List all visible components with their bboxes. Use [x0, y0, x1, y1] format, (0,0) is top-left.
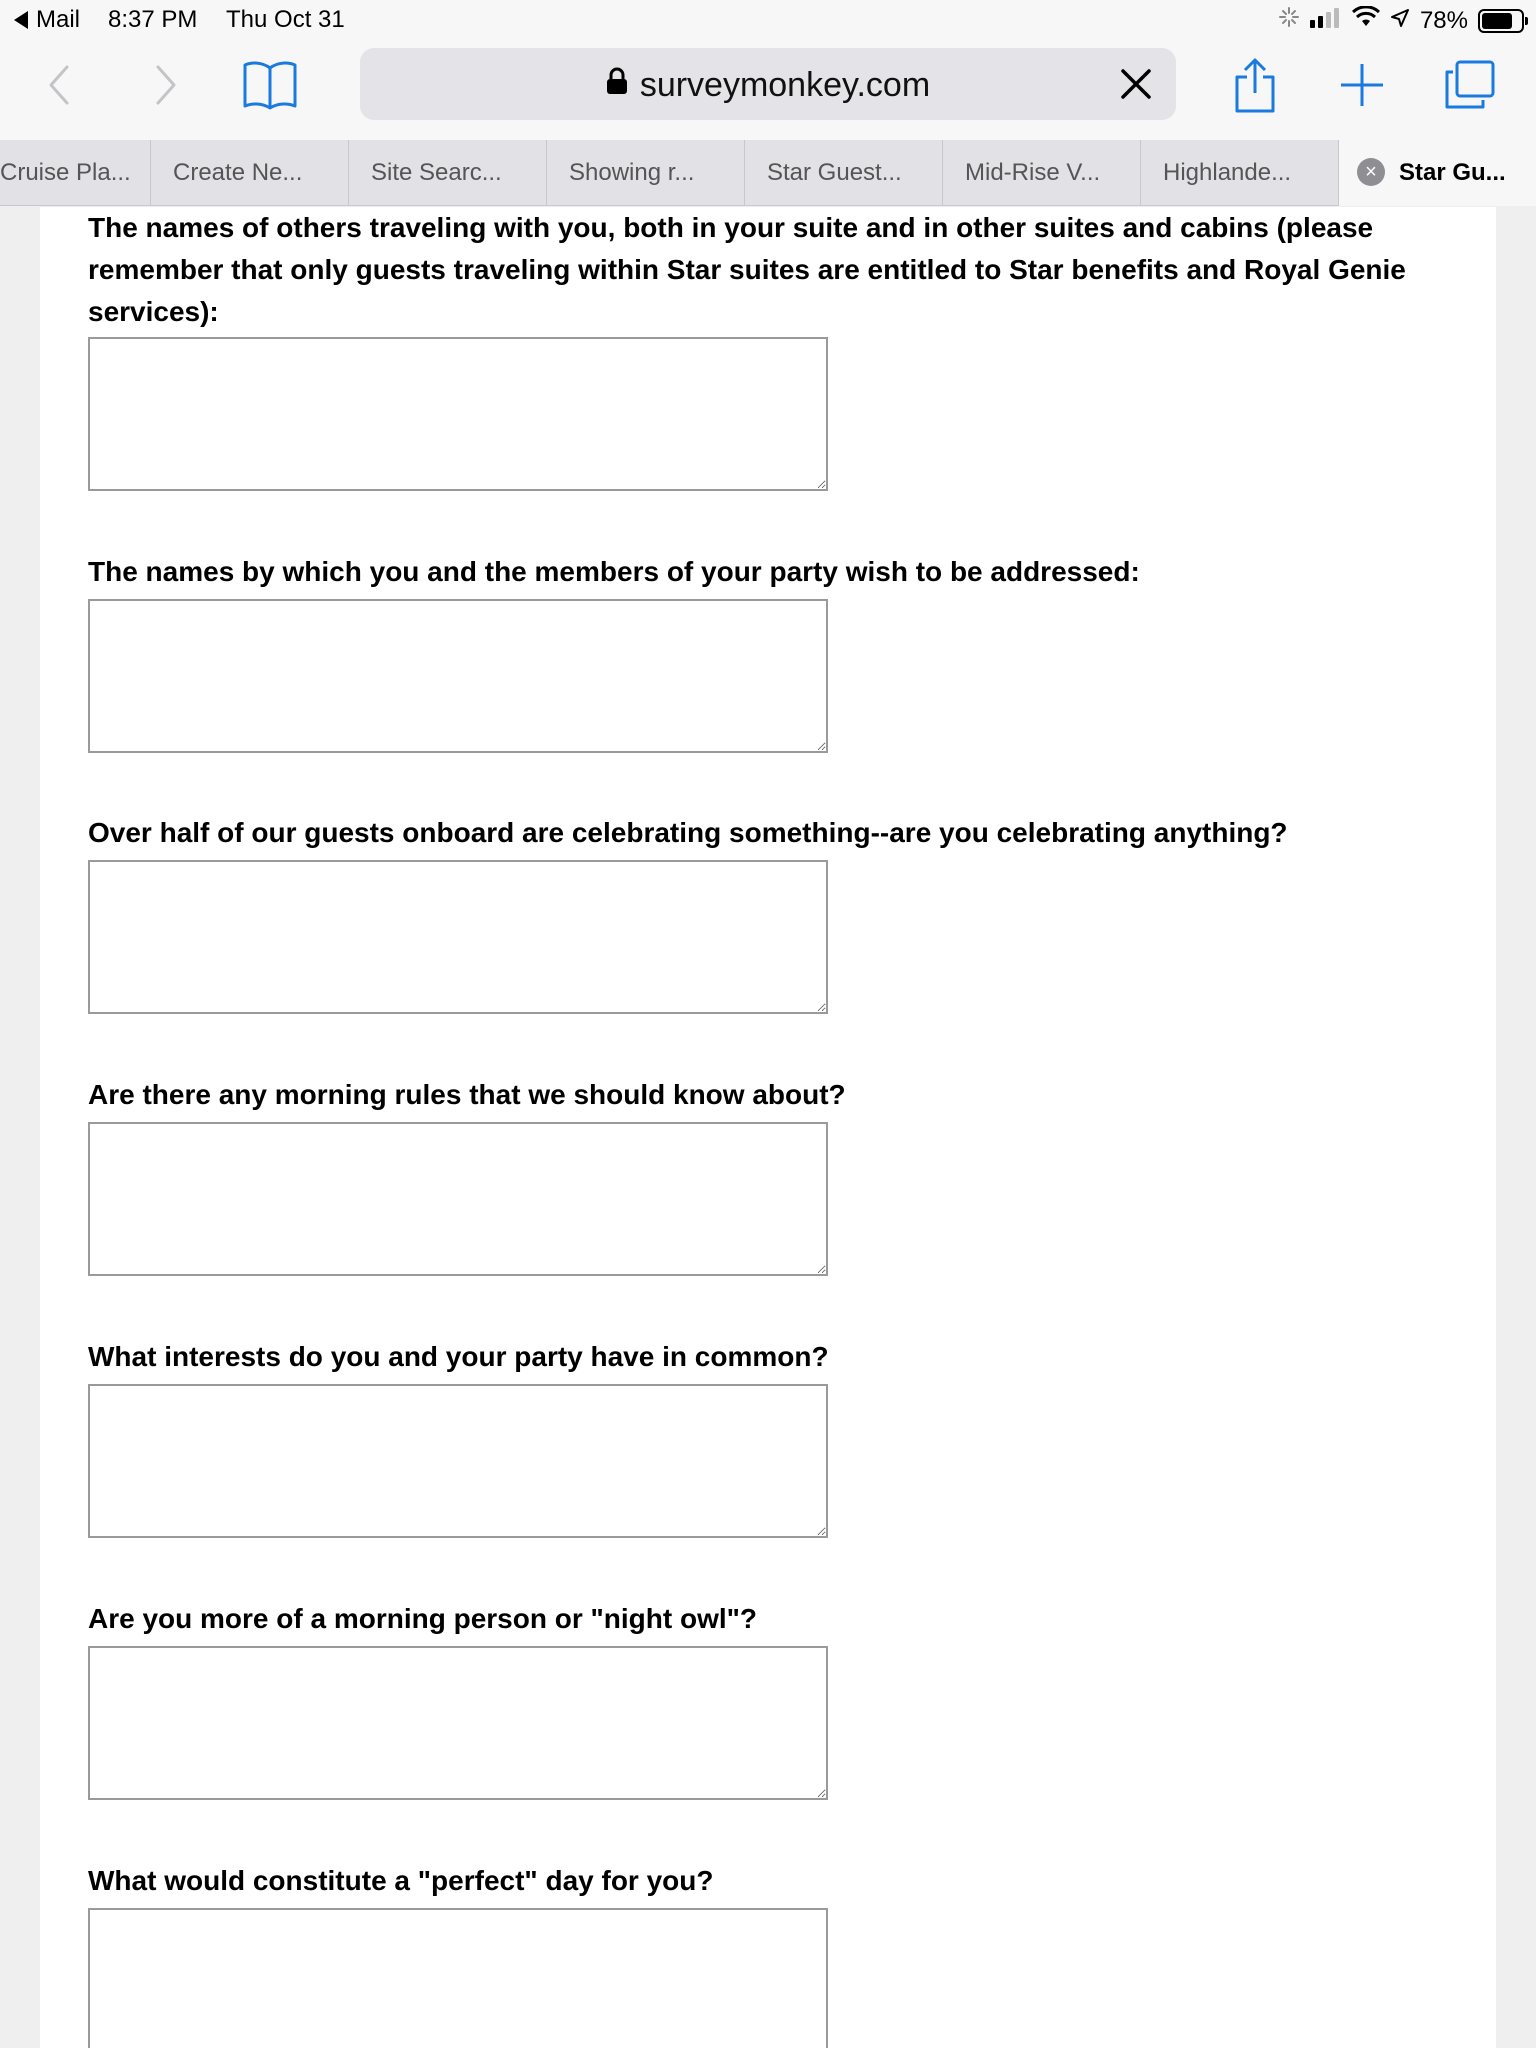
tab-label: Highlande...	[1163, 159, 1292, 186]
share-icon	[1233, 57, 1277, 113]
answer-textarea[interactable]	[88, 1122, 828, 1276]
battery-percent: 78%	[1419, 6, 1468, 34]
status-date: Thu Oct 31	[226, 6, 345, 33]
close-icon	[1120, 68, 1152, 100]
url-text: surveymonkey.com	[639, 66, 931, 104]
back-button[interactable]	[30, 55, 90, 115]
answer-textarea[interactable]	[88, 860, 828, 1014]
answer-textarea[interactable]	[88, 1646, 828, 1800]
share-button[interactable]	[1225, 55, 1285, 115]
tab-site-search[interactable]	[348, 140, 546, 206]
tab-star-guest-active[interactable]	[1338, 140, 1536, 206]
tab-label: Star Gu...	[1399, 159, 1506, 186]
status-time: 8:37 PM	[108, 6, 198, 33]
tab-star-guest[interactable]	[744, 140, 942, 206]
tab-label: Mid-Rise V...	[965, 159, 1101, 186]
tab-create-new[interactable]	[150, 140, 348, 206]
tab-label: Site Searc...	[371, 159, 502, 186]
question-label: The names by which you and the members of your party wish to be addressed:	[88, 556, 1140, 587]
book-icon	[242, 60, 298, 110]
address-text-container	[360, 66, 1176, 105]
question-label: Over half of our guests onboard are celebrating something--are you celebrating anything?	[88, 817, 1288, 848]
answer-textarea[interactable]	[88, 337, 828, 491]
stop-loading-button[interactable]	[1108, 56, 1164, 112]
tab-label: Cruise Pla...	[0, 159, 131, 186]
cellular-signal-icon	[1310, 6, 1342, 35]
tab-label: Showing r...	[569, 159, 695, 186]
lock-icon	[606, 65, 628, 104]
close-tab-icon[interactable]: ×	[1357, 158, 1385, 186]
tab-showing-results[interactable]	[546, 140, 744, 206]
question-label: What would constitute a "perfect" day for you?	[88, 1865, 714, 1896]
question-label: The names of others traveling with you, both in your suite and in other suites and cabins (please remember that only guests traveling within Star suites are entitled to Star benefits and Royal Genie services):	[88, 212, 1406, 327]
tab-label: Star Guest...	[767, 159, 902, 186]
question-label: Are there any morning rules that we should know about?	[88, 1079, 846, 1110]
question-label: Are you more of a morning person or "night owl"?	[88, 1603, 758, 1634]
back-app-label: Mail	[36, 6, 81, 33]
tab-highlander[interactable]	[1140, 140, 1338, 206]
chevron-right-icon	[150, 63, 180, 107]
battery-icon	[1478, 9, 1524, 33]
location-arrow-icon	[1390, 7, 1410, 35]
bookmarks-button[interactable]	[240, 55, 300, 115]
browser-toolbar	[0, 40, 1536, 140]
forward-button[interactable]	[135, 55, 195, 115]
answer-textarea[interactable]	[88, 1384, 828, 1538]
new-tab-button[interactable]	[1332, 55, 1392, 115]
show-tabs-button[interactable]	[1440, 55, 1500, 115]
tab-bar	[0, 140, 1536, 206]
question-label: What interests do you and your party have in common?	[88, 1341, 829, 1372]
answer-textarea[interactable]	[88, 1908, 828, 2048]
battery-fill	[1482, 13, 1512, 29]
tab-label: Create Ne...	[173, 159, 303, 186]
wifi-icon	[1352, 6, 1380, 35]
address-bar[interactable]	[360, 48, 1176, 120]
tabs-overview-icon	[1443, 60, 1497, 110]
status-bar	[0, 0, 1536, 40]
tab-cruise-planner[interactable]	[0, 140, 150, 206]
activity-spinner-icon	[1278, 6, 1300, 35]
back-arrow-icon	[14, 11, 28, 29]
answer-textarea[interactable]	[88, 599, 828, 753]
plus-icon	[1339, 62, 1385, 108]
survey-page	[40, 207, 1496, 2048]
tab-mid-rise[interactable]	[942, 140, 1140, 206]
status-indicators	[1278, 6, 1524, 35]
back-to-mail-link[interactable]	[14, 6, 80, 34]
chevron-left-icon	[45, 63, 75, 107]
